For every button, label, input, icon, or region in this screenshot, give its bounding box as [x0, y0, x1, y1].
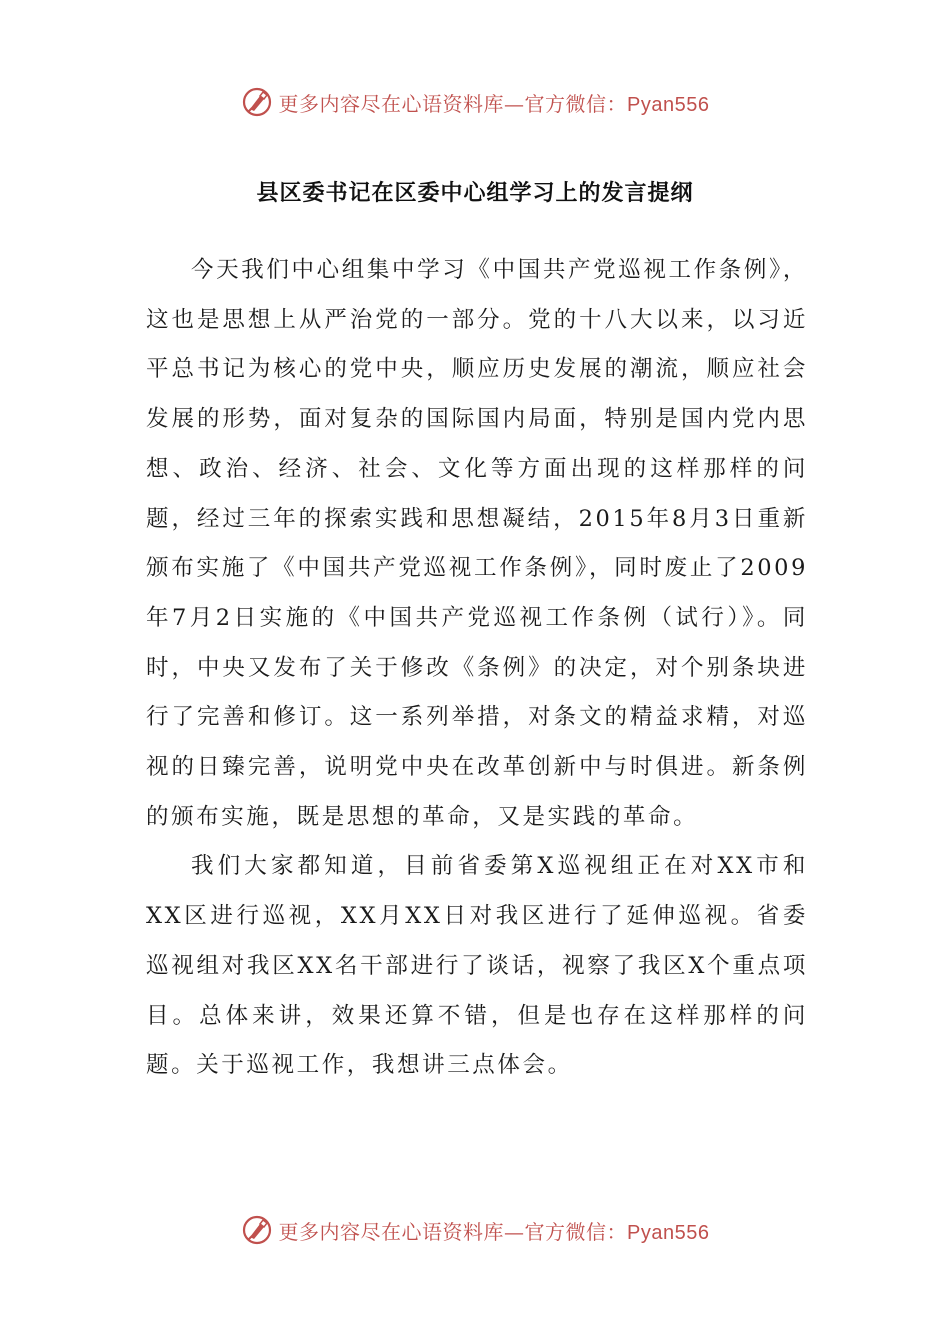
document-title: 县区委书记在区委中心组学习上的发言提纲 — [256, 181, 694, 206]
pen-nib-logo-icon — [241, 1214, 273, 1246]
footer-banner-main: 更多内容尽在心语资料库 — [278, 1219, 505, 1244]
header-banner-sub: 官方微信： — [524, 91, 628, 116]
footer-banner-dash: — — [504, 1219, 525, 1244]
paragraph-1: 今天我们中心组集中学习《中国共产党巡视工作条例》，这也是思想上从严治党的一部分。党的十八大以来，以习近平总书记为核心的党中央，顺应历史发展的潮流，顺应社会发展的形势，面对复杂的国际国内局面，特别是国内党内思想、政治、经济、社会、文化等方面出现的这样那样的问题，经过三年的探索实践和思想凝结，2015年8月3日重新颁布实施了《中国共产党巡视工作条例》，同时废止了2009年7月2日实施的《中国共产党巡视工作条例（试行）》。同时，中央又发布了关于修改《条例》的决定，对个别条块进行了完善和修订。这一系列举措，对条文的精益求精，对巡视的日臻完善，说明党中央在改革创新中与时俱进。新条例的颁布实施，既是思想的革命，又是实践的革命。 — [146, 257, 808, 830]
document-body — [146, 246, 808, 1091]
header-banner — [0, 82, 950, 122]
footer-banner — [0, 1210, 950, 1250]
header-banner-main: 更多内容尽在心语资料库 — [278, 91, 505, 116]
header-banner-text — [279, 88, 710, 117]
pen-nib-logo-icon — [241, 86, 273, 118]
header-banner-wechat: Pyan556 — [627, 93, 710, 116]
header-banner-dash: — — [504, 91, 525, 116]
footer-banner-text — [279, 1216, 710, 1245]
paragraph-2: 我们大家都知道，目前省委第X巡视组正在对XX市和XX区进行巡视，XX月XX日对我区进行了延伸巡视。省委巡视组对我区XX名干部进行了谈话，视察了我区X个重点项目。总体来讲，效果还算不错，但是也存在这样那样的问题。关于巡视工作，我想讲三点体会。 — [146, 853, 808, 1079]
footer-banner-sub: 官方微信： — [524, 1219, 628, 1244]
footer-banner-wechat: Pyan556 — [627, 1221, 710, 1244]
